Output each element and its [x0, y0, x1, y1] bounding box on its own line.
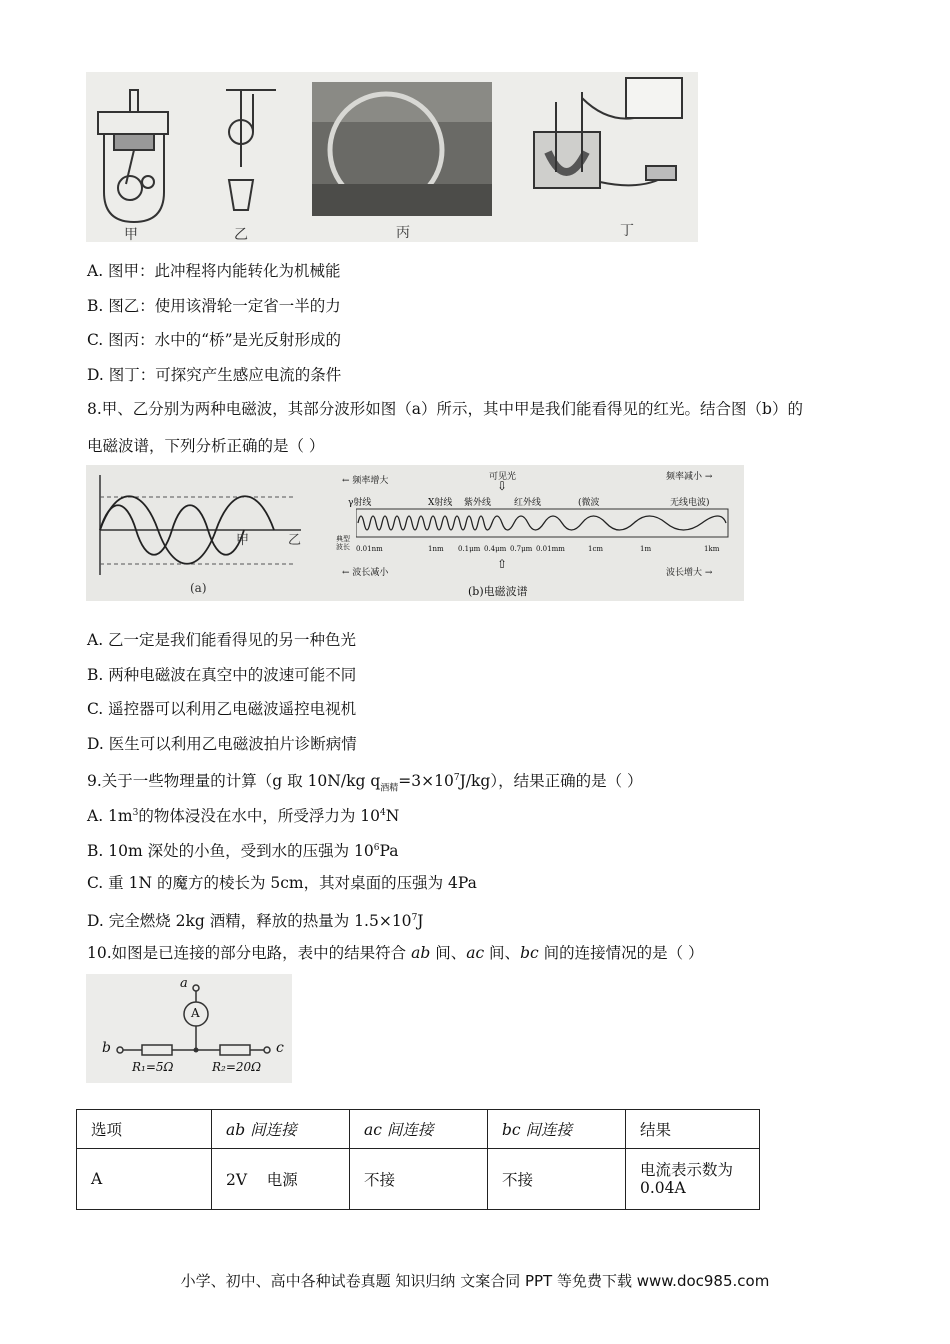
table-header-cell: 选项 — [77, 1110, 212, 1149]
table-cell: A — [77, 1149, 212, 1210]
terminal-a: a — [180, 976, 188, 991]
table-cell: 2V 电源 — [212, 1149, 350, 1210]
table-header-cell: bc 间连接 — [488, 1110, 626, 1149]
wave-label-jia: 甲 — [236, 533, 250, 548]
caption-a: (a) — [190, 581, 207, 595]
table-cell: 不接 — [488, 1149, 626, 1210]
q7-figure-art — [86, 72, 698, 242]
q9-option-a: A. $1m^3$的物体浸没在水中，所受浮力为 $10^4N$ — [87, 807, 400, 826]
q9-option-b: B. 10m 深处的小鱼，受到水的压强为 $10^6Pa$ — [87, 842, 399, 861]
q7-figure-strip — [86, 72, 698, 242]
table-header-cell: 结果 — [626, 1110, 760, 1149]
q8-figure — [86, 465, 744, 601]
table-cell: 不接 — [350, 1149, 488, 1210]
q8-option-b: B. 两种电磁波在真空中的波速可能不同 — [87, 666, 357, 684]
band-ir: 红外线 — [514, 498, 542, 508]
q8-stem-line1: 8.甲、乙分别为两种电磁波，其部分波形如图（a）所示，其中甲是我们能看得见的红光。结合图（b）的 — [87, 400, 803, 418]
tick-5: 0.01mm — [536, 545, 565, 553]
resistor-r2 — [220, 1045, 250, 1055]
tick-4: 0.7μm — [510, 545, 533, 553]
band-xray: X射线 — [428, 498, 453, 508]
fig-label-jia: 甲 — [124, 227, 138, 243]
freq-up-label: ← 频率增大 — [342, 476, 389, 486]
table-header-row — [77, 1110, 760, 1149]
fig-label-bing: 丙 — [396, 225, 410, 241]
table-header-cell: ab 间连接 — [212, 1110, 350, 1149]
tick-1: 1nm — [428, 545, 444, 553]
q8-option-d: D. 医生可以利用乙电磁波拍片诊断病情 — [87, 735, 357, 753]
wl-down-label: ← 波长减小 — [342, 568, 389, 578]
tick-8: 1km — [704, 545, 720, 553]
band-microwave: (微波 — [578, 498, 600, 508]
q7-option-c: C. 图丙：水中的“桥”是光反射形成的 — [87, 331, 342, 349]
spectrum-wave — [356, 507, 732, 541]
visible-arrow-icon: ⇩ — [497, 479, 508, 493]
tick-2: 0.1μm — [458, 545, 481, 553]
q9-option-c: C. 重 1N 的魔方的棱长为 5cm，其对桌面的压强为 4Pa — [87, 874, 477, 892]
q7-option-d: D. 图丁：可探究产生感应电流的条件 — [87, 366, 342, 384]
visible-light-label: 可见光 — [489, 472, 517, 482]
tick-3: 0.4μm — [484, 545, 507, 553]
pulley-bucket-icon — [226, 90, 276, 210]
fig-label-ding: 丁 — [620, 223, 634, 239]
visible-up-arrow-icon: ⇧ — [497, 557, 508, 571]
q7-option-b: B. 图乙：使用该滑轮一定省一半的力 — [87, 297, 341, 315]
q10-circuit-figure — [86, 974, 292, 1083]
ammeter-label: A — [191, 1006, 200, 1020]
tick-7: 1m — [640, 545, 652, 553]
q9-stem: 9.关于一些物理量的计算（g 取 10N/kg $q_{酒精}=3\times 10^7J/kg$），结果正确的是（ ） — [87, 772, 643, 794]
wavelength-label: 典型波长 — [336, 535, 350, 551]
resistor-r1 — [142, 1045, 172, 1055]
induction-apparatus-icon — [534, 78, 682, 188]
q10-stem: 10.如图是已连接的部分电路，表中的结果符合 ab 间、ac 间、bc 间的连接情况的是（ ） — [87, 944, 704, 962]
table-cell: 电流表示数为 0.04A — [626, 1149, 760, 1210]
freq-down-label: 频率减小 → — [666, 472, 713, 482]
q8-option-c: C. 遥控器可以利用乙电磁波遥控电视机 — [87, 700, 357, 718]
table-row — [77, 1149, 760, 1210]
band-uv: 紫外线 — [464, 498, 492, 508]
r2-label: R₂=20Ω — [212, 1060, 262, 1074]
band-gamma: γ射线 — [348, 498, 372, 508]
wl-up-label: 波长增大 → — [666, 568, 713, 578]
tick-6: 1cm — [588, 545, 604, 553]
q10-options-table — [76, 1109, 760, 1210]
engine-cylinder-icon — [98, 90, 168, 222]
fig-label-yi: 乙 — [234, 227, 248, 243]
q7-option-a: A. 图甲：此冲程将内能转化为机械能 — [87, 262, 341, 280]
footer-banner: 小学、初中、高中各种试卷真题 知识归纳 文案合同 PPT 等免费下载 www.doc985.com — [180, 1272, 770, 1290]
terminal-c: c — [276, 1040, 284, 1056]
q8-stem-line2: 电磁波谱，下列分析正确的是（ ） — [87, 437, 325, 455]
r1-label: R₁=5Ω — [132, 1060, 174, 1074]
terminal-b: b — [102, 1040, 111, 1056]
wave-label-yi: 乙 — [288, 533, 302, 548]
table-header-cell: ac 间连接 — [350, 1110, 488, 1149]
q8-option-a: A. 乙一定是我们能看得见的另一种色光 — [87, 631, 357, 649]
q9-option-d: D. 完全燃烧 2kg 酒精，释放的热量为 $1.5\times 10^7J$ — [87, 912, 424, 931]
band-radio: 无线电波) — [670, 498, 710, 508]
tick-0: 0.01nm — [356, 545, 383, 553]
caption-b: (b)电磁波谱 — [468, 585, 528, 598]
